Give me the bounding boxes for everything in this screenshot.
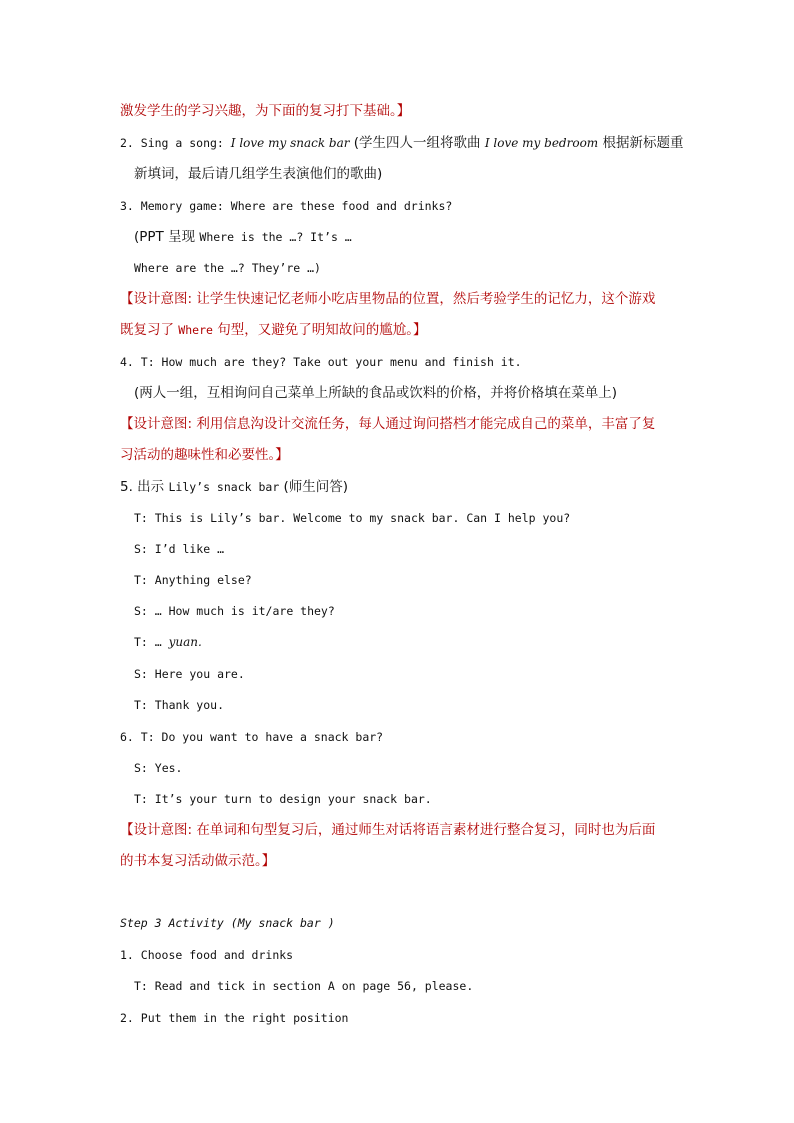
step-item-sing-a-song	[120, 135, 683, 151]
design-intent-note: 【设计意图: 在单词和句型复习后，通过师生对话将语言素材进行整合复习，同时也为后面	[120, 822, 656, 838]
step-item-design-snack-bar: 6. T: Do you want to have a snack bar?	[120, 730, 384, 744]
dialogue-line: T: Anything else?	[134, 573, 252, 587]
dialogue-line	[134, 634, 202, 650]
step-item-memory-game: 3. Memory game: Where are these food and drinks?	[120, 199, 453, 213]
dialogue-line: T: Thank you.	[134, 698, 225, 712]
sentence-pattern-1: Where is the …? It’s …	[199, 230, 352, 244]
item-title: Lily’s snack bar	[168, 480, 280, 494]
dialogue-line: T: It’s your turn to design your snack bar.	[134, 792, 432, 806]
item-label: 5. 出示	[120, 479, 169, 495]
ppt-sentence-pattern	[134, 229, 352, 245]
design-intent-note-continuation: 习活动的趣味性和必要性。】	[120, 447, 289, 463]
note-text: 既复习了	[120, 322, 179, 338]
design-intent-note-continuation: 激发学生的学习兴趣，为下面的复习打下基础。】	[120, 103, 411, 119]
design-intent-note-continuation	[120, 322, 426, 338]
step-item-lily-snack-bar	[120, 479, 348, 495]
design-intent-note: 【设计意图: 让学生快速记忆老师小吃店里物品的位置，然后考验学生的记忆力，这个游戏	[120, 291, 656, 307]
design-intent-note-continuation: 的书本复习活动做示范。】	[120, 853, 276, 869]
design-intent-note: 【设计意图: 利用信息沟设计交流任务，每人通过询问搭档才能完成自己的菜单，丰富了复	[120, 416, 656, 432]
dialogue-line: S: Here you are.	[134, 667, 245, 681]
dialogue-line: S: … How much is it/are they?	[134, 604, 335, 618]
item-instruction: (学生四人一组将歌曲	[349, 135, 485, 151]
dialogue-line: T: This is Lily’s bar. Welcome to my snack bar. Can I help you?	[134, 511, 571, 525]
item-instruction: (两人一组，互相询问自己菜单上所缺的食品或饮料的价格，并将价格填在菜单上)	[134, 385, 618, 401]
original-song-title: I love my bedroom	[484, 136, 599, 150]
step-heading: Step 3 Activity (My snack bar )	[120, 916, 335, 930]
note-keyword: Where	[178, 323, 213, 337]
step-item-menu: 4. T: How much are they? Take out your menu and finish it.	[120, 355, 522, 369]
dialogue-italic: yuan.	[168, 635, 202, 649]
sentence-pattern-2: Where are the …? They’re …)	[134, 261, 321, 275]
item-instruction: (师生问答)	[279, 479, 349, 495]
song-title: I love my snack bar	[230, 136, 350, 150]
item-instruction-end: 根据新标题重	[598, 135, 684, 151]
dialogue-text: T: …	[134, 635, 169, 649]
step-item-position: 2. Put them in the right position	[120, 1011, 349, 1025]
step-item-choose: 1. Choose food and drinks	[120, 948, 294, 962]
note-text-end: 句型，又避免了明知故问的尴尬。】	[212, 322, 427, 338]
dialogue-line: S: I’d like …	[134, 542, 225, 556]
item-instruction-continued: 新填词，最后请几组学生表演他们的歌曲)	[134, 166, 383, 182]
dialogue-line: S: Yes.	[134, 761, 183, 775]
ppt-label: (PPT 呈现	[134, 229, 200, 245]
dialogue-line: T: Read and tick in section A on page 56, please.	[134, 979, 474, 993]
item-label: 2. Sing a song:	[120, 136, 231, 150]
